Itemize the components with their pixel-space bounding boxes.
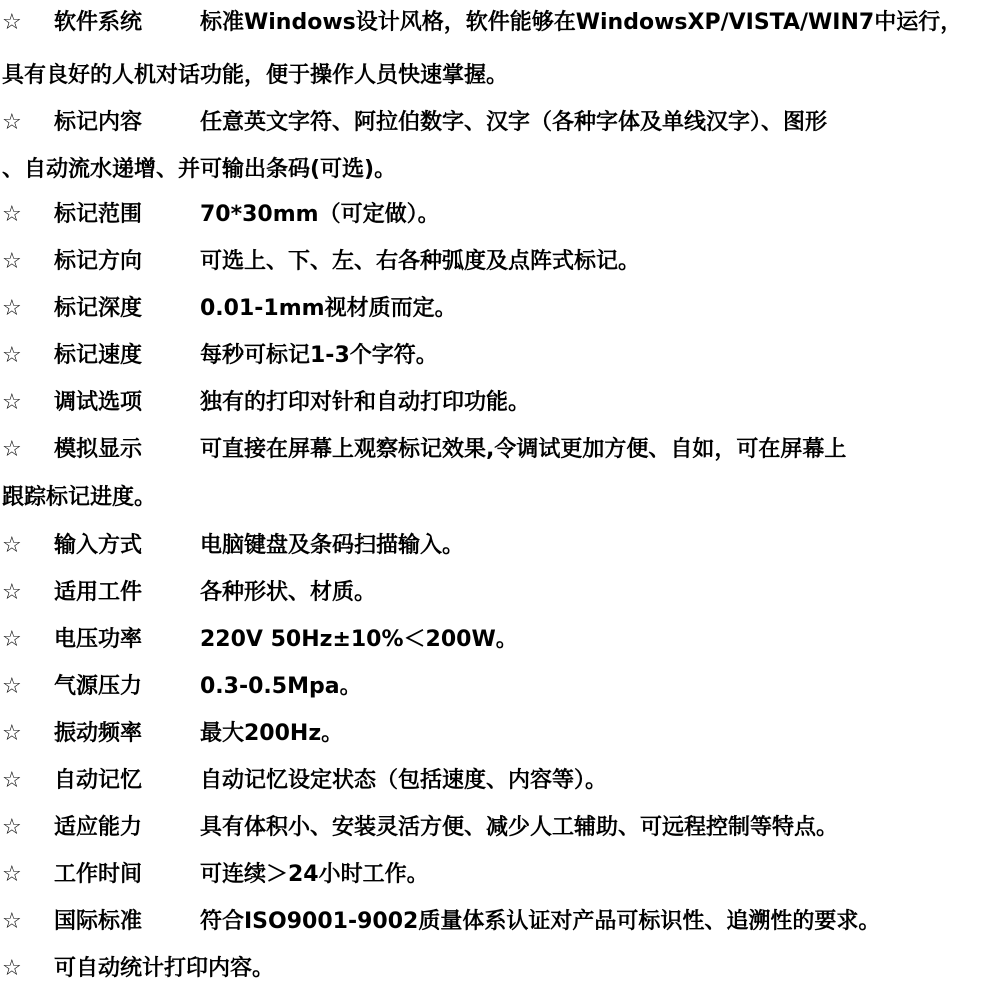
spec-value: 任意英文字符、阿拉伯数字、汉字（各种字体及单线汉字）、图形 <box>200 110 828 135</box>
spec-key: 电压功率 <box>54 627 143 652</box>
spec-value-continued: 具有良好的人机对话功能，便于操作人员快速掌握。 <box>2 63 509 88</box>
spec-item-marking-direction <box>2 247 992 277</box>
star-icon: ☆ <box>2 956 22 981</box>
spec-item-marking-content-continued <box>2 155 992 185</box>
spec-key: 标记内容 <box>54 110 143 135</box>
star-icon: ☆ <box>2 343 22 368</box>
spec-item-marking-speed <box>2 341 992 371</box>
spec-value: 可直接在屏幕上观察标记效果,令调试更加方便、自如，可在屏幕上 <box>200 437 847 462</box>
spec-key: 标记范围 <box>54 202 143 227</box>
spec-item-software-system-continued <box>2 61 992 91</box>
spec-value: 具有体积小、安装灵活方便、减少人工辅助、可远程控制等特点。 <box>200 815 839 840</box>
star-icon: ☆ <box>2 862 22 887</box>
spec-key: 适应能力 <box>54 815 143 840</box>
star-icon: ☆ <box>2 533 22 558</box>
spec-key: 适用工件 <box>54 580 143 605</box>
spec-value: 各种形状、材质。 <box>200 580 377 605</box>
spec-item-voltage-power <box>2 625 992 655</box>
star-icon: ☆ <box>2 815 22 840</box>
star-icon: ☆ <box>2 909 22 934</box>
spec-item-simulation-display-continued <box>2 483 992 513</box>
star-icon: ☆ <box>2 721 22 746</box>
star-icon: ☆ <box>2 580 22 605</box>
spec-key: 气源压力 <box>54 674 143 699</box>
spec-key: 工作时间 <box>54 862 143 887</box>
star-icon: ☆ <box>2 249 22 274</box>
spec-item-marking-content <box>2 108 992 138</box>
spec-item-marking-range <box>2 200 992 230</box>
spec-item-international-standard <box>2 907 992 937</box>
spec-key: 调试选项 <box>54 390 143 415</box>
spec-value-continued: 、自动流水递增、并可输出条码(可选)。 <box>2 157 397 182</box>
star-icon: ☆ <box>2 202 22 227</box>
spec-item-working-time <box>2 860 992 890</box>
spec-value: 电脑键盘及条码扫描输入。 <box>200 533 465 558</box>
spec-value: 0.01-1mm视材质而定。 <box>200 296 457 321</box>
spec-item-simulation-display <box>2 435 992 465</box>
spec-item-auto-statistics <box>2 954 992 984</box>
spec-value: 70*30mm（可定做）。 <box>200 202 440 227</box>
spec-key: 自动记忆 <box>54 768 143 793</box>
spec-key: 软件系统 <box>54 10 143 35</box>
spec-item-marking-depth <box>2 294 992 324</box>
star-icon: ☆ <box>2 110 22 135</box>
spec-key: 模拟显示 <box>54 437 143 462</box>
spec-value: 可选上、下、左、右各种弧度及点阵式标记。 <box>200 249 641 274</box>
star-icon: ☆ <box>2 390 22 415</box>
spec-value: 自动记忆设定状态（包括速度、内容等）。 <box>200 768 608 793</box>
spec-item-software-system <box>2 8 992 38</box>
spec-item-applicable-workpieces <box>2 578 992 608</box>
spec-key: 振动频率 <box>54 721 143 746</box>
spec-value: 符合ISO9001-9002质量体系认证对产品可标识性、追溯性的要求。 <box>200 909 881 934</box>
spec-item-adaptability <box>2 813 992 843</box>
spec-value: 可自动统计打印内容。 <box>54 956 275 981</box>
star-icon: ☆ <box>2 768 22 793</box>
spec-value: 220V 50Hz±10%＜200W。 <box>200 627 518 652</box>
star-icon: ☆ <box>2 296 22 321</box>
spec-value: 0.3-0.5Mpa。 <box>200 674 362 699</box>
spec-value: 可连续＞24小时工作。 <box>200 862 429 887</box>
spec-key: 标记深度 <box>54 296 143 321</box>
spec-item-air-pressure <box>2 672 992 702</box>
spec-key: 标记方向 <box>54 249 143 274</box>
spec-key: 标记速度 <box>54 343 143 368</box>
spec-value: 标准Windows设计风格，软件能够在WindowsXP/VISTA/WIN7中运行， <box>200 10 963 35</box>
spec-key: 输入方式 <box>54 533 143 558</box>
spec-value: 每秒可标记1-3个字符。 <box>200 343 438 368</box>
spec-value: 独有的打印对针和自动打印功能。 <box>200 390 531 415</box>
spec-key: 国际标准 <box>54 909 143 934</box>
star-icon: ☆ <box>2 674 22 699</box>
spec-value: 最大200Hz。 <box>200 721 344 746</box>
star-icon: ☆ <box>2 627 22 652</box>
star-icon: ☆ <box>2 437 22 462</box>
star-icon: ☆ <box>2 10 22 35</box>
spec-value-continued: 跟踪标记进度。 <box>2 485 157 510</box>
spec-item-vibration-frequency <box>2 719 992 749</box>
spec-item-auto-memory <box>2 766 992 796</box>
spec-item-debug-options <box>2 388 992 418</box>
spec-item-input-method <box>2 531 992 561</box>
